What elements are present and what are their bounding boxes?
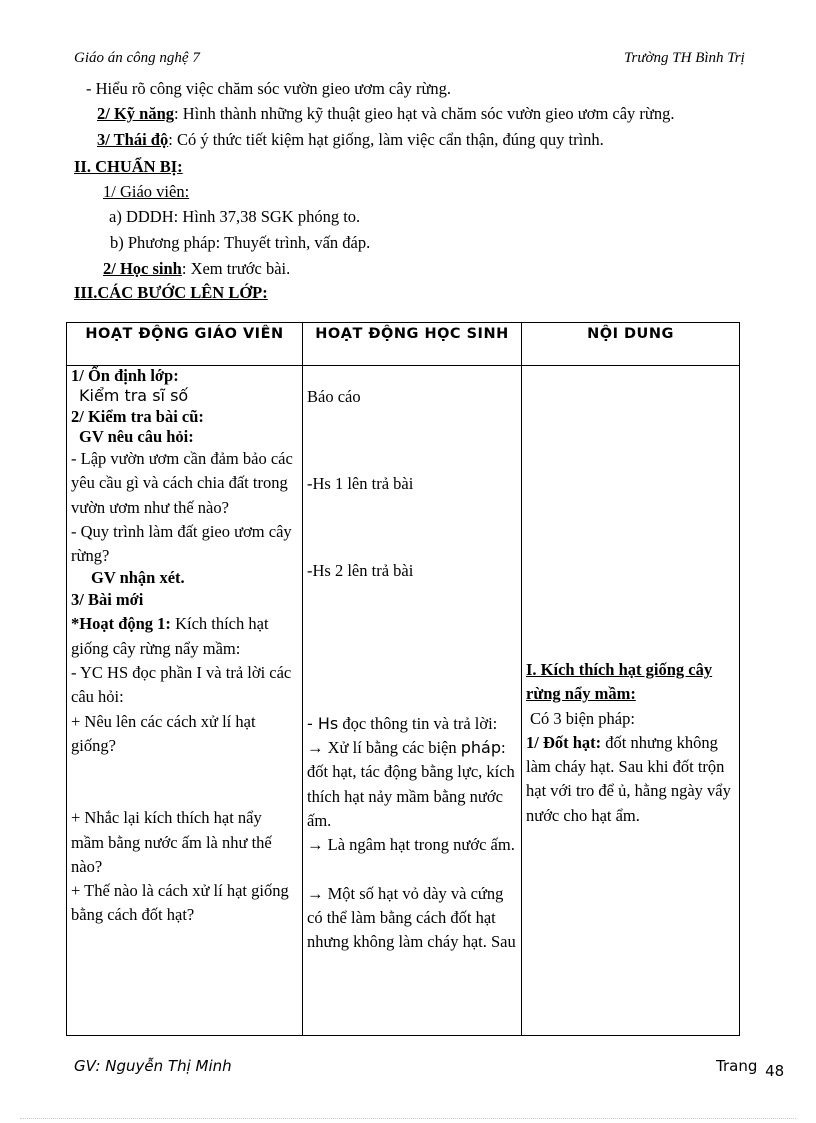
- intro-line-1: - Hiểu rõ công việc chăm sóc vườn gieo ươm cây rừng.: [86, 79, 452, 98]
- hs-line-4: [307, 712, 517, 736]
- gv-line-12: + Nhắc lại kích thích hạt nẩy mầm bằng nước ấm là như thế nào?: [71, 808, 272, 876]
- hs-line-4-text: đọc thông tin và trả lời:: [338, 713, 498, 733]
- teacher-activity-cell: [67, 366, 303, 1036]
- nd-line-1: Có 3 biện pháp:: [530, 708, 635, 728]
- footer-page-number: 48: [765, 1062, 785, 1080]
- skill-label: 2/ Kỹ năng: [97, 104, 175, 123]
- lesson-table: [66, 322, 740, 1036]
- nd-title: I. Kích thích hạt giống cây rừng nẩy mầm:: [526, 660, 713, 704]
- student-line: [103, 259, 290, 279]
- hs-prefix: - Hs: [307, 713, 339, 733]
- header-right: Trường TH Bình Trị: [624, 50, 745, 66]
- gv-line-3: 2/ Kiểm tra bài cũ:: [71, 407, 204, 426]
- nd-line-2: [526, 731, 735, 828]
- activity-1-label: *Hoạt động 1:: [71, 614, 171, 634]
- attitude-label: 3/ Thái độ: [97, 130, 169, 149]
- attitude-text: : Có ý thức tiết kiệm hạt giống, làm việc cẩn thận, đúng quy trình.: [168, 130, 604, 149]
- gv-line-4: GV nêu câu hỏi:: [79, 427, 194, 446]
- col-header-student: HOẠT ĐỘNG HỌC SINH: [303, 323, 522, 366]
- hs-line-1: Báo cáo: [307, 387, 361, 406]
- table-body-row: [67, 366, 740, 1036]
- skill-text: : Hình thành những kỹ thuật gieo hạt và chăm sóc vườn gieo ươm cây rừng.: [174, 104, 675, 123]
- hs-line-7: → Một số hạt vỏ dày và cứng có thể làm bằng cách đốt hạt nhưng không làm cháy hạt. Sau: [307, 883, 516, 952]
- student-activity-cell: [303, 366, 522, 1036]
- teacher-item-b: b) Phương pháp: Thuyết trình, vấn đáp.: [110, 233, 371, 252]
- gv-line-1: 1/ Ổn định lớp:: [71, 366, 179, 385]
- hs-line-5-b: pháp: [460, 738, 501, 758]
- hs-line-5-c: : đốt hạt, tác động bằng lực, kích thích hạt nảy mầm bằng nước ấm.: [307, 738, 515, 831]
- gv-line-2: Kiểm tra sĩ số: [79, 386, 189, 405]
- nd-method-1-label: 1/ Đốt hạt:: [526, 732, 602, 752]
- footer-page-label: Trang: [716, 1057, 758, 1075]
- gv-line-7: GV nhận xét.: [91, 568, 185, 588]
- activity-1-text: Kích thích hạt giống cây rừng nẩy mầm:: [71, 614, 269, 658]
- gv-line-9: [71, 612, 298, 661]
- nd-method-1-text: đốt nhưng không làm cháy hạt. Sau khi đốt trộn hạt với tro để ủ, hằng ngày vẩy nước cho hạt ẩm.: [526, 732, 731, 825]
- student-label: 2/ Học sinh: [103, 259, 182, 278]
- col-header-teacher: HOẠT ĐỘNG GIÁO VIÊN: [67, 323, 303, 366]
- attitude-line: [97, 130, 604, 150]
- section-2-heading: II. CHUẨN BỊ:: [74, 157, 183, 176]
- gv-line-13: + Thế nào là cách xử lí hạt giống bằng cách đốt hạt?: [71, 881, 289, 925]
- footer-teacher: GV: Nguyễn Thị Minh: [74, 1057, 232, 1075]
- gv-line-8: 3/ Bài mới: [71, 590, 144, 610]
- hs-line-6: → Là ngâm hạt trong nước ấm.: [307, 835, 515, 855]
- content-cell: [522, 366, 740, 1036]
- gv-line-6: - Quy trình làm đất gieo ươm cây rừng?: [71, 521, 292, 566]
- hs-line-5: [307, 736, 517, 833]
- section-3-heading: III.CÁC BƯỚC LÊN LỚP:: [74, 283, 268, 302]
- hs-line-2: -Hs 1 lên trả bài: [307, 474, 414, 494]
- header-left: Giáo án công nghệ 7: [74, 50, 200, 66]
- page-edge-divider: [20, 1118, 796, 1119]
- skill-line: [97, 104, 675, 124]
- footer-page: [716, 1057, 785, 1080]
- gv-line-10: - YC HS đọc phần I và trả lời các câu hỏi:: [71, 663, 292, 707]
- gv-line-11: + Nêu lên các cách xử lí hạt giống?: [71, 711, 256, 755]
- col-header-content: NỘI DUNG: [522, 323, 740, 366]
- teacher-label: 1/ Giáo viên:: [103, 182, 190, 201]
- teacher-item-a: a) DDDH: Hình 37,38 SGK phóng to.: [109, 207, 361, 226]
- gv-line-5: - Lập vườn ươm cần đảm bảo các yêu cầu gì và cách chia đất trong vườn ươm như thế nào?: [71, 449, 293, 517]
- student-text: : Xem trước bài.: [181, 259, 291, 278]
- hs-line-5-a: → Xử lí bằng các biện: [307, 738, 461, 758]
- table-header-row: [67, 323, 740, 366]
- hs-line-3: -Hs 2 lên trả bài: [307, 560, 414, 580]
